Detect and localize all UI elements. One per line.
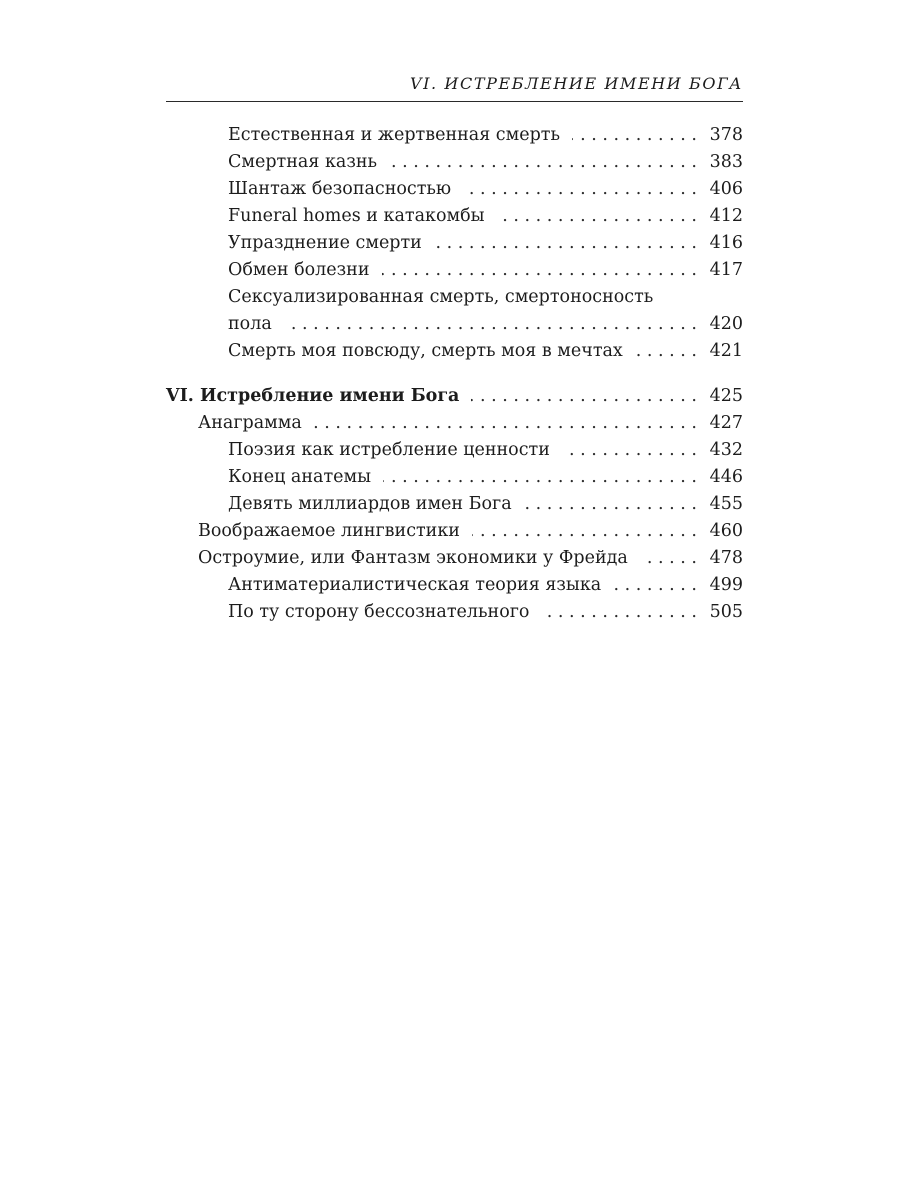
toc-entry-page: 383 [709,152,743,172]
dot-leader [572,122,697,149]
toc-entry-title: Поэзия как истребление ценности [228,440,550,460]
toc-entry-page: 499 [709,575,743,595]
toc-entry-page: 460 [709,521,743,541]
toc-entry [166,491,743,518]
toc-entry-title: Естественная и жертвенная смерть [228,125,560,145]
toc-entry-page: 455 [709,494,743,514]
dot-leader [434,230,697,257]
toc-entry [166,437,743,464]
toc-entry [166,599,743,626]
running-head: VI. ИСТРЕБЛЕНИЕ ИМЕНИ БОГА [409,74,743,93]
toc-entry-title: Воображаемое лингвистики [198,521,460,541]
toc-entry [166,122,743,149]
toc-entry-page: 427 [709,413,743,433]
toc-entry-page: 432 [709,440,743,460]
toc-entry-page: 416 [709,233,743,253]
dot-leader [635,338,697,365]
dot-leader [497,203,697,230]
toc-entry-title: Смертная казнь [228,152,378,172]
dot-leader [640,545,697,572]
toc-section-entry [166,410,743,437]
toc-entry [166,464,743,491]
dot-leader [613,572,697,599]
toc-entry-page: 420 [709,314,743,334]
dot-leader [471,383,697,410]
toc-entry-title: Смерть моя повсюду, смерть моя в мечтах [228,341,623,361]
toc-entry-page: 446 [709,467,743,487]
toc-entry-title: Шантаж безопасностью [228,179,452,199]
running-head-rule [166,101,743,102]
dot-leader [472,518,697,545]
toc-entry-title: Анаграмма [198,413,302,433]
toc-chapter-title: VI. Истребление имени Бога [166,386,460,406]
toc-entry-title: Funeral homes и катакомбы [228,206,485,226]
toc-chapter-entry [166,383,743,410]
dot-leader [284,311,697,338]
toc-entry-title: Конец анатемы [228,467,372,487]
toc-entry-title: Упразднение смерти [228,233,422,253]
dot-leader [541,599,697,626]
toc-section-entry [166,518,743,545]
toc-entry-page: 412 [709,206,743,226]
toc-entry-title: Обмен болезни [228,260,370,280]
toc-entry-page: 505 [709,602,743,622]
dot-leader [382,257,698,284]
toc-entry [166,572,743,599]
toc-entry-title: Девять миллиардов имен Бога [228,494,512,514]
toc-entry [166,338,743,365]
dot-leader [463,176,697,203]
dot-leader [314,410,697,437]
toc-entry-title: Антиматериалистическая теория языка [228,575,602,595]
dot-leader [383,464,697,491]
toc-entry-page: 417 [709,260,743,280]
toc-entry-page: 478 [709,548,743,568]
toc-entry [166,230,743,257]
toc-entry-title: Остроумие, или Фантазм экономики у Фрейда [198,548,628,568]
toc-entry [166,311,743,338]
dot-leader [562,437,697,464]
toc-entry-page: 421 [709,341,743,361]
toc-section-entry [166,545,743,572]
toc-entry-title: По ту сторону бессознательного [228,602,530,622]
toc-entry-title-line1: Сексуализированная смерть, смертоносность [228,287,654,307]
toc-entry-page: 406 [709,179,743,199]
toc-entry-title: пола [228,314,272,334]
dot-leader [524,491,697,518]
toc-entry [166,176,743,203]
toc-entry [166,257,743,284]
toc-entry [166,203,743,230]
dot-leader [389,149,697,176]
toc-entry-page: 425 [709,386,743,406]
toc-entry [166,149,743,176]
toc-entry-page: 378 [709,125,743,145]
